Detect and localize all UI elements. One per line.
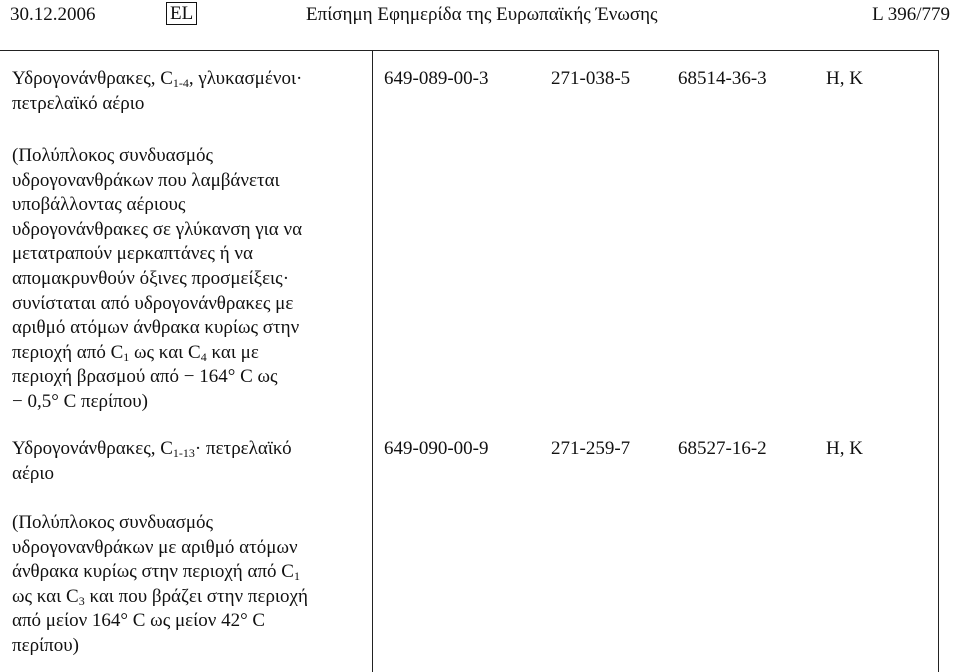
description-line: περιοχή βρασμού από − 164° C ως (12, 366, 278, 388)
notes: H, K (826, 68, 863, 89)
substance-table (0, 50, 939, 672)
description-line: (Πολύπλοκος συνδυασμός (12, 145, 214, 166)
description-line: − 0,5° C περίπου) (12, 390, 148, 412)
description-line: από μείον 164° C ως μείον 42° C (12, 610, 266, 632)
description-line: υδρογονάνθρακες σε γλύκανση για να (12, 218, 303, 240)
language-badge: EL (166, 2, 197, 25)
substance-description (12, 511, 308, 659)
description-line: υποβάλλοντας αέριους (12, 194, 186, 216)
name-line: Υδρογονάνθρακες, $C_{1-13}\cdot \pi\varepsilon\tau\rho\varepsilon\lambda\alpha ϊ\kappa ό$ (12, 438, 292, 460)
name-line: Υδρογονάνθρακες, $C_{1-4}$, γλυκασμένοι· (12, 68, 303, 90)
ec-number: 271-259-7 (551, 438, 631, 459)
notes: H, K (826, 438, 863, 459)
publication-date: 30.12.2006 (10, 4, 96, 25)
page-reference: L 396/779 (872, 4, 950, 25)
name-line: πετρελαϊκό αέριο (12, 92, 145, 114)
index-number: 649-090-00-9 (384, 438, 489, 459)
cas-number: 68514-36-3 (678, 68, 767, 89)
column-divider (372, 51, 373, 672)
substance-description (12, 144, 302, 415)
description-line: περιοχή από $C_1$ ως και $C_4$ και με (12, 341, 259, 364)
description-line: μετατραπούν μερκαπτάνες ή να (12, 243, 253, 265)
journal-title: Επίσημη Εφημερίδα της Ευρωπαϊκής Ένωσης (306, 4, 658, 25)
description-line: υδρογονανθράκων με αριθμό ατόμων (12, 536, 298, 558)
description-line: (Πολύπλοκος συνδυασμός (12, 512, 214, 533)
description-line: περίπου) (12, 634, 79, 656)
description-line: αριθμό ατόμων άνθρακα κυρίως στην (12, 317, 300, 339)
description-line: άνθρακα κυρίως στην περιοχή από $C_1$ (12, 561, 300, 584)
index-number: 649-089-00-3 (384, 68, 489, 89)
description-line: ως και $C_3$ και που βράζει στην περιοχή (12, 585, 308, 608)
name-line: αέριο (12, 462, 55, 484)
cas-number: 68527-16-2 (678, 438, 767, 459)
page-header (0, 0, 960, 32)
substance-name (12, 437, 292, 486)
description-line: συνίσταται από υδρογονάνθρακες με (12, 292, 294, 314)
description-line: υδρογονανθράκων που λαμβάνεται (12, 169, 280, 191)
description-line: απομακρυνθούν όξινες προσμείξεις· (12, 267, 290, 289)
ec-number: 271-038-5 (551, 68, 631, 89)
substance-name (12, 67, 302, 116)
